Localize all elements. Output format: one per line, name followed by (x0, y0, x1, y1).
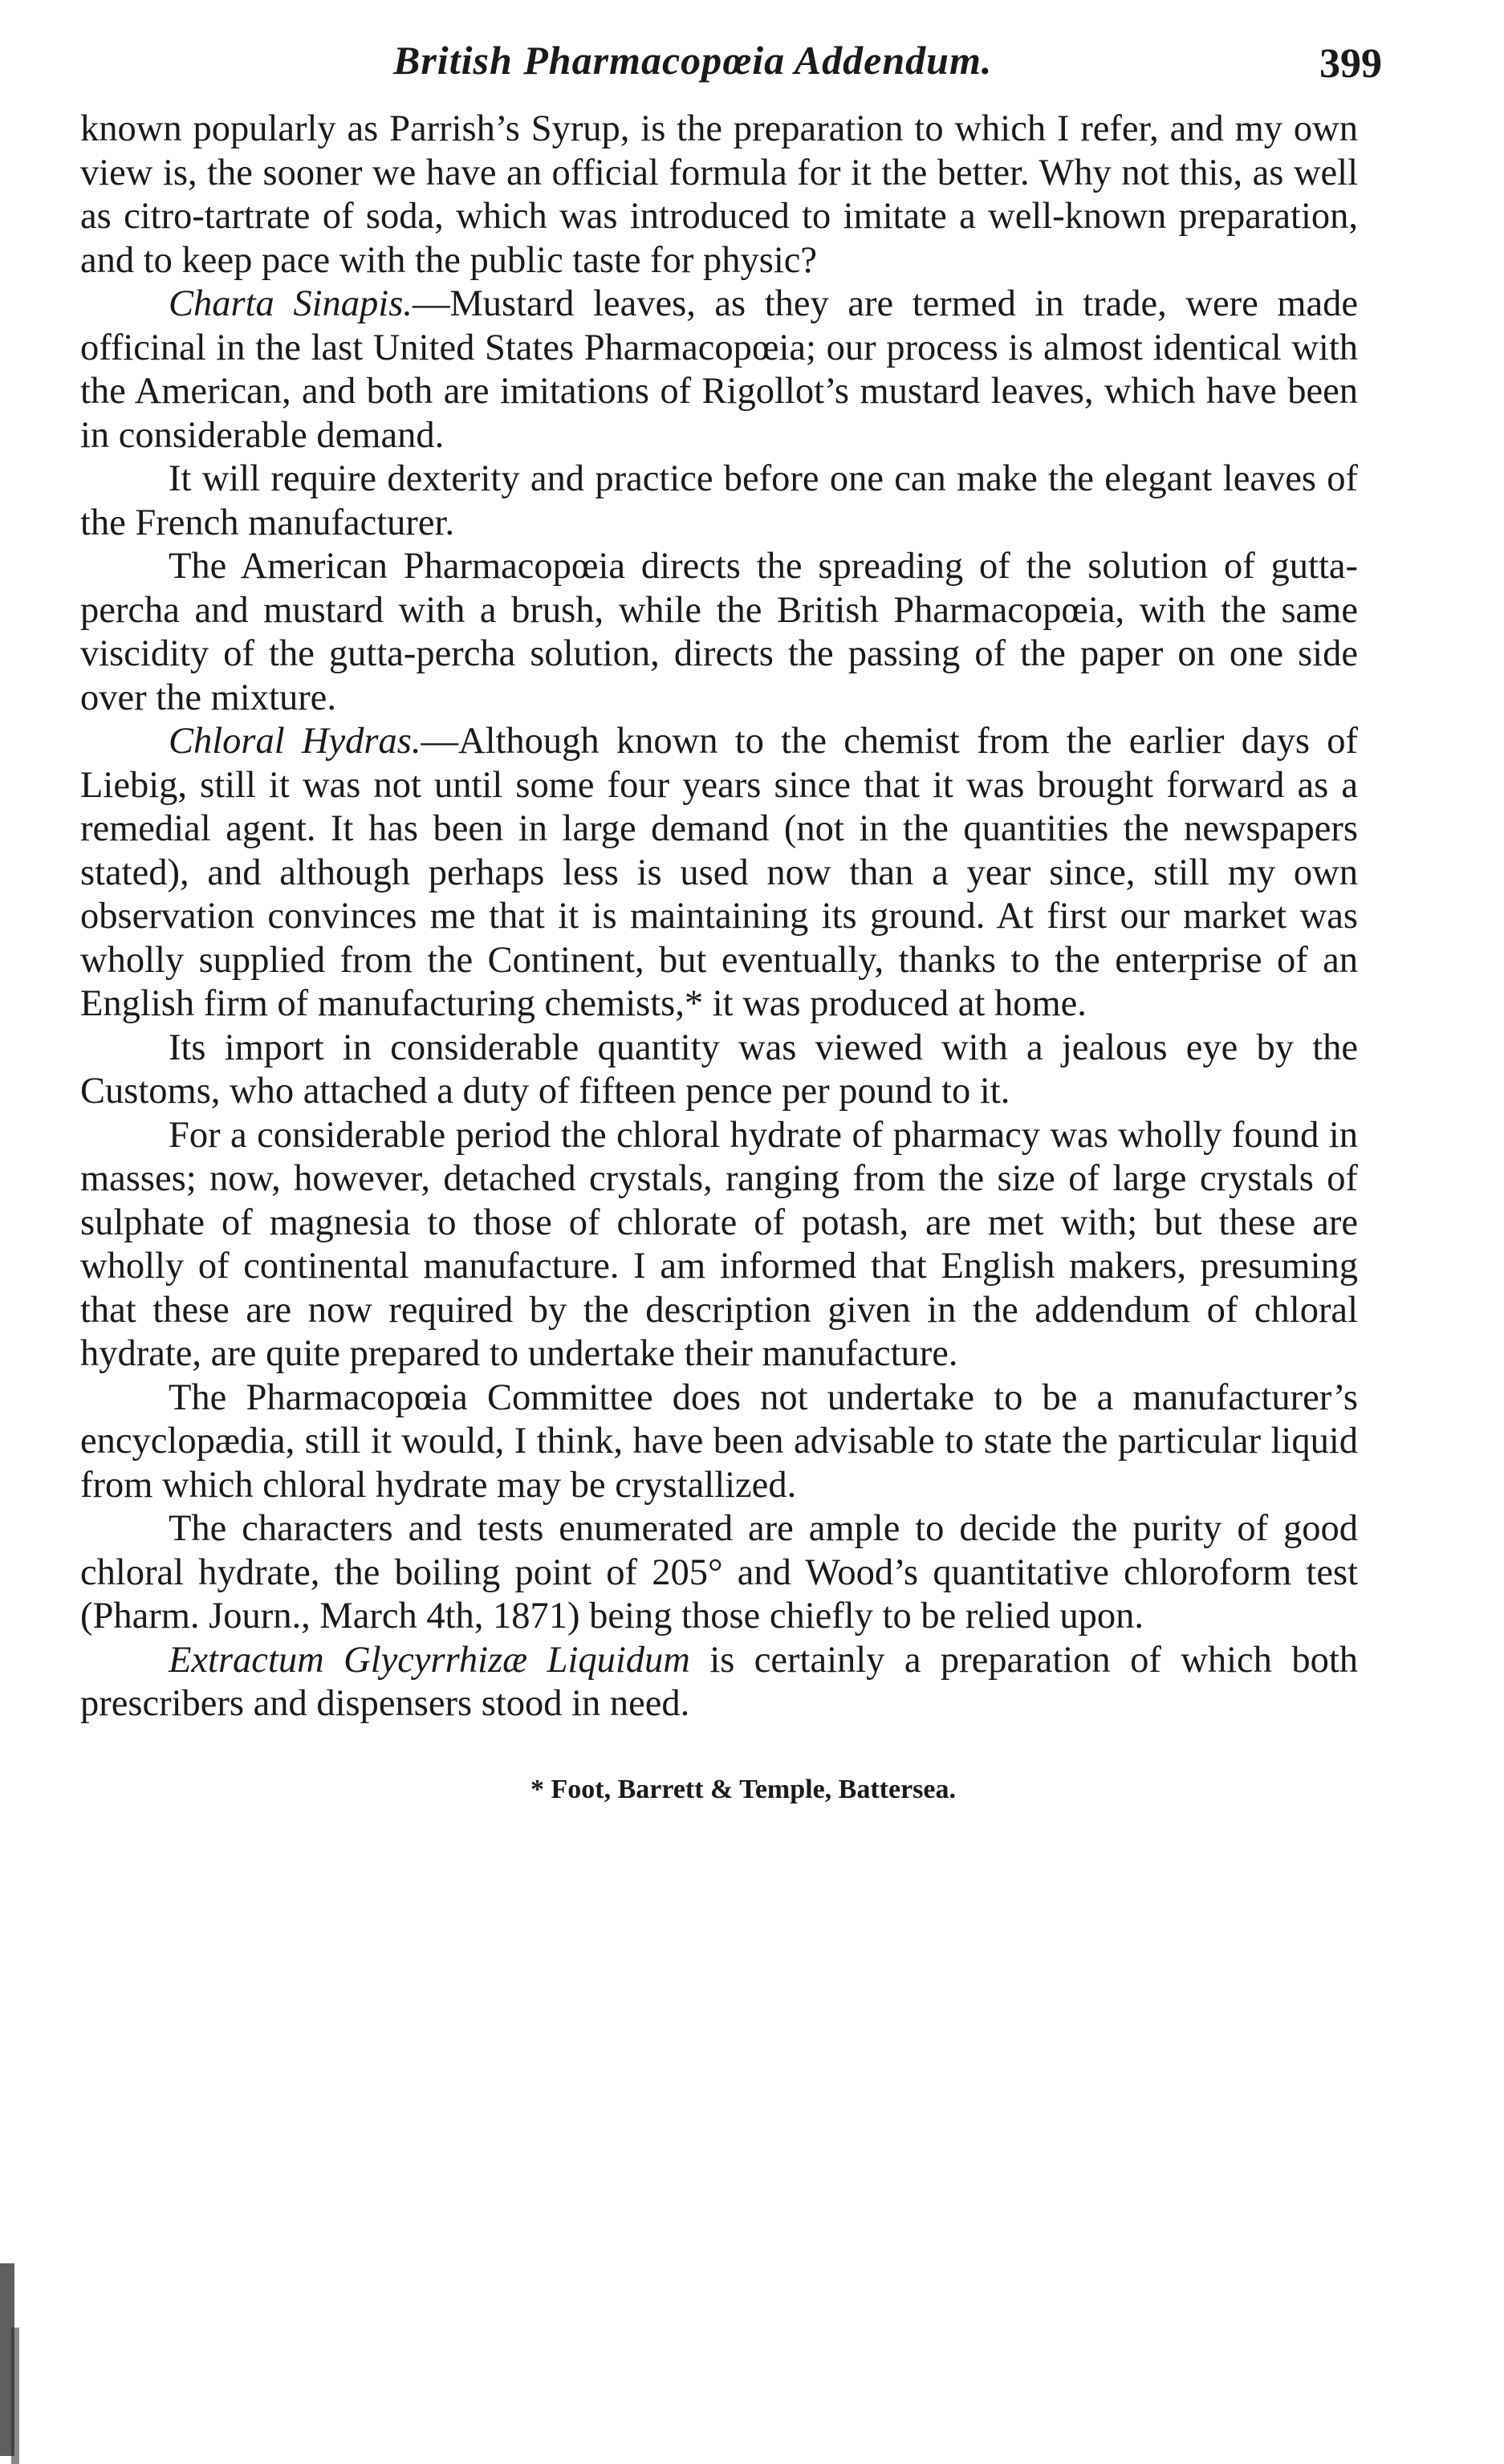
paragraph-text: The characters and tests enumerated are ample to decide the purity of good chloral hydrate, the boiling point of 205° and Wood’s quantitative chloroform test (Pharm. Journ., March 4th, 1871) being those chiefly to be relied upon. (80, 1508, 1358, 1637)
page-number: 399 (1319, 41, 1382, 87)
paragraph-lead: Chloral Hydras. (169, 721, 421, 762)
running-head (80, 32, 1382, 96)
binding-edge-mark (11, 2328, 19, 2464)
running-title: British Pharmacopœia Addendum. (393, 38, 993, 83)
paragraph-text: known popularly as Parrish’s Syrup, is the preparation to which I refer, and my own view is, the sooner we have an official formula for it the better. Why not this, as well as citro-tartrate of soda, which was introduced to imitate a well-known preparation, and to keep pace with the public taste for physic? (80, 108, 1358, 281)
paragraph (80, 1507, 1358, 1639)
paragraph (80, 1114, 1358, 1376)
paragraph (80, 108, 1358, 283)
paragraph (80, 1639, 1358, 1726)
paragraph-text: It will require dexterity and practice before one can make the elegant leaves of the French manufacturer. (80, 458, 1358, 543)
paragraph-text: —Although known to the chemist from the earlier days of Liebig, still it was not until some four years since that it was brought forward as a remedial agent. It has been in large demand (not in the quantities the newspapers stated), and although perhaps less is used now than a year since, still my own observation convinces me that it is maintaining its ground. At first our market was wholly supplied from the Continent, but eventually, thanks to the enterprise of an English firm of manufacturing chemists,* it was produced at home. (80, 721, 1358, 1024)
paragraph-text: is certainly a preparation of which both prescribers and dispensers stood in need. (80, 1639, 1358, 1724)
paragraph (80, 1376, 1358, 1508)
paragraph (80, 457, 1358, 545)
paragraph-text: The Pharmacopœia Committee does not undertake to be a manufacturer’s encyclopædia, still it would, I think, have been advisable to state the particular liquid from which chloral hydrate may be crystallized. (80, 1376, 1358, 1506)
paragraph-text: Its import in considerable quantity was viewed with a jealous eye by the Customs, who attached a duty of fifteen pence per pound to it. (80, 1027, 1358, 1112)
paragraph-text: The American Pharmacopœia directs the spreading of the solution of gutta-percha and mustard with a brush, while the British Pharmacopœia, with the same viscidity of the gutta-percha solution, directs the passing of the paper on one side over the mixture. (80, 546, 1358, 718)
paragraph (80, 283, 1358, 457)
footnote: * Foot, Barrett & Temple, Battersea. (530, 1774, 957, 1804)
paragraph-lead: Extractum Glycyrrhizæ Liquidum (169, 1639, 690, 1681)
paragraph (80, 720, 1358, 1027)
book-page (80, 32, 1382, 1805)
body-text (80, 108, 1358, 1726)
paragraph (80, 1027, 1358, 1114)
paragraph-text: —Mustard leaves, as they are termed in trade, were made officinal in the last United States Pharmacopœia; our process is almost identical with the American, and both are imitations of Rigollot’s mustard leaves, which have been in considerable demand. (80, 283, 1358, 456)
paragraph-lead: Charta Sinapis. (169, 283, 413, 324)
paragraph (80, 545, 1358, 720)
paragraph-text: For a considerable period the chloral hydrate of pharmacy was wholly found in masses; now, however, detached crystals, ranging from the size of large crystals of sulphate of magnesia to those of chlorate of potash, are met with; but these are wholly of continental manufacture. I am informed that English makers, presuming that these are now required by the description given in the addendum of chloral hydrate, are quite prepared to undertake their manufacture. (80, 1114, 1358, 1374)
